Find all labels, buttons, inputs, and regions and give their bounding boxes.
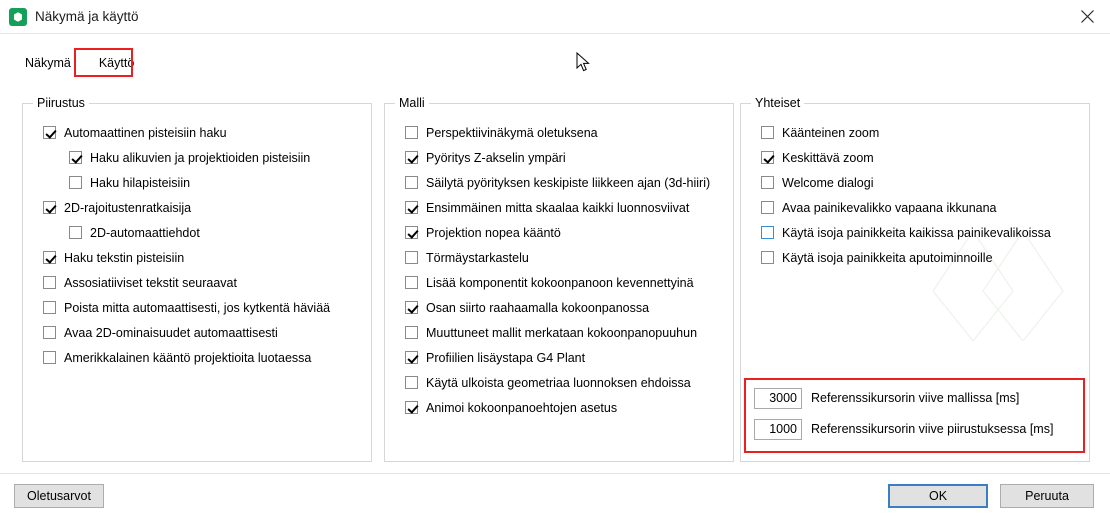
checkbox-row[interactable] bbox=[395, 270, 725, 295]
checkbox-amerikkalainen-kaanto[interactable] bbox=[43, 351, 56, 364]
checkbox-kayta-isoja-painikkeita-kaikissa[interactable] bbox=[761, 226, 774, 239]
checkbox-row[interactable] bbox=[395, 245, 725, 270]
checkbox-label: Avaa 2D-ominaisuudet automaattisesti bbox=[64, 325, 278, 340]
dialog-footer bbox=[0, 473, 1110, 519]
checkbox-label: Amerikkalainen kääntö projektioita luotaessa bbox=[64, 350, 312, 365]
checkbox-row[interactable] bbox=[33, 195, 363, 220]
checkbox-label: Käytä isoja painikkeita kaikissa painikevalikoissa bbox=[782, 225, 1051, 240]
checkbox-avaa-painikevalikko-vapaana-ikkunana[interactable] bbox=[761, 201, 774, 214]
checkbox-kayta-ulkoista-geometriaa[interactable] bbox=[405, 376, 418, 389]
group-common-legend: Yhteiset bbox=[755, 96, 801, 110]
defaults-button[interactable]: Oletusarvot bbox=[14, 484, 104, 508]
settings-panels bbox=[0, 88, 1110, 468]
checkbox-sailyta-pyorityksen-keskipiste[interactable] bbox=[405, 176, 418, 189]
checkbox-haku-hilapisteisiin[interactable] bbox=[69, 176, 82, 189]
checkbox-row[interactable] bbox=[751, 195, 1081, 220]
checkbox-row[interactable] bbox=[33, 270, 363, 295]
checkbox-label: Perspektiivinäkymä oletuksena bbox=[426, 125, 598, 140]
checkbox-label: Projektion nopea kääntö bbox=[426, 225, 561, 240]
checkbox-projektion-nopea-kaanto[interactable] bbox=[405, 226, 418, 239]
checkbox-kayta-isoja-painikkeita-aputoiminnoille[interactable] bbox=[761, 251, 774, 264]
checkbox-label: Käytä isoja painikkeita aputoiminnoille bbox=[782, 250, 993, 265]
delay-row-model bbox=[754, 385, 1083, 411]
checkbox-profiilien-lisaystapa-g4-plant[interactable] bbox=[405, 351, 418, 364]
checkbox-label: Pyöritys Z-akselin ympäri bbox=[426, 150, 566, 165]
checkbox-label: Törmäystarkastelu bbox=[426, 250, 529, 265]
checkbox-row[interactable] bbox=[33, 245, 363, 270]
checkbox-row[interactable] bbox=[395, 220, 725, 245]
checkbox-label: Haku alikuvien ja projektioiden pisteisiin bbox=[90, 150, 311, 165]
checkbox-row[interactable] bbox=[395, 370, 725, 395]
checkbox-label: Säilytä pyörityksen keskipiste liikkeen ajan (3d-hiiri) bbox=[426, 175, 711, 190]
checkbox-row[interactable] bbox=[395, 295, 725, 320]
checkbox-label: Haku tekstin pisteisiin bbox=[64, 250, 185, 265]
reference-cursor-delay-section bbox=[744, 378, 1085, 453]
checkbox-row[interactable] bbox=[395, 145, 725, 170]
checkbox-row[interactable] bbox=[33, 120, 363, 145]
group-drawing bbox=[22, 96, 372, 462]
checkbox-ensimmainen-mitta-skaalaa[interactable] bbox=[405, 201, 418, 214]
checkbox-automaattinen-pisteisiin-haku[interactable] bbox=[43, 126, 56, 139]
checkbox-label: Osan siirto raahaamalla kokoonpanossa bbox=[426, 300, 650, 315]
checkbox-row[interactable] bbox=[395, 345, 725, 370]
checkbox-keskittava-zoom[interactable] bbox=[761, 151, 774, 164]
checkbox-label: Ensimmäinen mitta skaalaa kaikki luonnosviivat bbox=[426, 200, 690, 215]
checkbox-label: Automaattinen pisteisiin haku bbox=[64, 125, 227, 140]
checkbox-label: Haku hilapisteisiin bbox=[90, 175, 191, 190]
checkbox-row[interactable] bbox=[33, 170, 363, 195]
checkbox-assosiatiiviset-tekstit-seuraavat[interactable] bbox=[43, 276, 56, 289]
checkbox-avaa-2d-ominaisuudet-automaattisesti[interactable] bbox=[43, 326, 56, 339]
checkbox-haku-alikuvien-ja-projektioiden-pisteisiin[interactable] bbox=[69, 151, 82, 164]
checkbox-row[interactable] bbox=[395, 395, 725, 420]
checkbox-row[interactable] bbox=[751, 220, 1081, 245]
cancel-button[interactable]: Peruuta bbox=[1000, 484, 1094, 508]
checkbox-row[interactable] bbox=[33, 145, 363, 170]
checkbox-kaanteinen-zoom[interactable] bbox=[761, 126, 774, 139]
tab-kaytto[interactable]: Käyttö bbox=[86, 51, 147, 78]
checkbox-row[interactable] bbox=[395, 320, 725, 345]
checkbox-row[interactable] bbox=[751, 170, 1081, 195]
checkbox-label: 2D-rajoitustenratkaisija bbox=[64, 200, 192, 215]
checkbox-label: Avaa painikevalikko vapaana ikkunana bbox=[782, 200, 997, 215]
tab-nakyma[interactable]: Näkymä bbox=[25, 56, 71, 71]
delay-model-label: Referenssikursorin viive mallissa [ms] bbox=[811, 391, 1020, 405]
checkbox-row[interactable] bbox=[751, 145, 1081, 170]
checkbox-row[interactable] bbox=[395, 120, 725, 145]
checkbox-tormaystarkastelu[interactable] bbox=[405, 251, 418, 264]
delay-drawing-input[interactable] bbox=[754, 419, 802, 440]
checkbox-label: 2D-automaattiehdot bbox=[90, 225, 200, 240]
checkbox-haku-tekstin-pisteisiin[interactable] bbox=[43, 251, 56, 264]
checkbox-perspektiivinakyma-oletuksena[interactable] bbox=[405, 126, 418, 139]
checkbox-row[interactable] bbox=[33, 345, 363, 370]
checkbox-2d-automaattiehdot[interactable] bbox=[69, 226, 82, 239]
checkbox-animoi-kokoonpanoehtojen-asetus[interactable] bbox=[405, 401, 418, 414]
checkbox-osan-siirto-raahaamalla[interactable] bbox=[405, 301, 418, 314]
checkbox-poista-mitta-automaattisesti[interactable] bbox=[43, 301, 56, 314]
window-title: Näkymä ja käyttö bbox=[35, 9, 139, 24]
checkbox-muuttuneet-mallit-merkataan[interactable] bbox=[405, 326, 418, 339]
close-icon[interactable] bbox=[1064, 0, 1110, 33]
checkbox-label: Muuttuneet mallit merkataan kokoonpanopuuhun bbox=[426, 325, 698, 340]
group-model-legend: Malli bbox=[399, 96, 425, 110]
checkbox-row[interactable] bbox=[395, 195, 725, 220]
checkbox-label: Welcome dialogi bbox=[782, 175, 874, 190]
checkbox-label: Käytä ulkoista geometriaa luonnoksen ehdoissa bbox=[426, 375, 691, 390]
ok-button[interactable]: OK bbox=[888, 484, 988, 508]
checkbox-label: Poista mitta automaattisesti, jos kytkentä häviää bbox=[64, 300, 331, 315]
checkbox-welcome-dialogi[interactable] bbox=[761, 176, 774, 189]
checkbox-row[interactable] bbox=[395, 170, 725, 195]
checkbox-row[interactable] bbox=[33, 220, 363, 245]
checkbox-row[interactable] bbox=[33, 295, 363, 320]
app-icon bbox=[9, 8, 27, 26]
checkbox-label: Keskittävä zoom bbox=[782, 150, 874, 165]
delay-drawing-label: Referenssikursorin viive piirustuksessa [ms] bbox=[811, 422, 1054, 436]
delay-model-input[interactable] bbox=[754, 388, 802, 409]
tab-bar bbox=[0, 48, 1110, 78]
checkbox-row[interactable] bbox=[751, 245, 1081, 270]
checkbox-label: Profiilien lisäystapa G4 Plant bbox=[426, 350, 586, 365]
group-drawing-legend: Piirustus bbox=[37, 96, 85, 110]
title-bar bbox=[0, 0, 1110, 34]
checkbox-row[interactable] bbox=[33, 320, 363, 345]
checkbox-label: Animoi kokoonpanoehtojen asetus bbox=[426, 400, 618, 415]
checkbox-label: Käänteinen zoom bbox=[782, 125, 880, 140]
checkbox-2d-rajoitustenratkaisija[interactable] bbox=[43, 201, 56, 214]
checkbox-label: Lisää komponentit kokoonpanoon kevennettyinä bbox=[426, 275, 694, 290]
group-model bbox=[384, 96, 734, 462]
checkbox-lisaa-komponentit-kevennettyina[interactable] bbox=[405, 276, 418, 289]
checkbox-label: Assosiatiiviset tekstit seuraavat bbox=[64, 275, 237, 290]
delay-row-drawing bbox=[754, 416, 1083, 442]
checkbox-row[interactable] bbox=[751, 120, 1081, 145]
checkbox-pyoritys-z-akselin-ympari[interactable] bbox=[405, 151, 418, 164]
mouse-cursor-icon bbox=[576, 52, 592, 74]
